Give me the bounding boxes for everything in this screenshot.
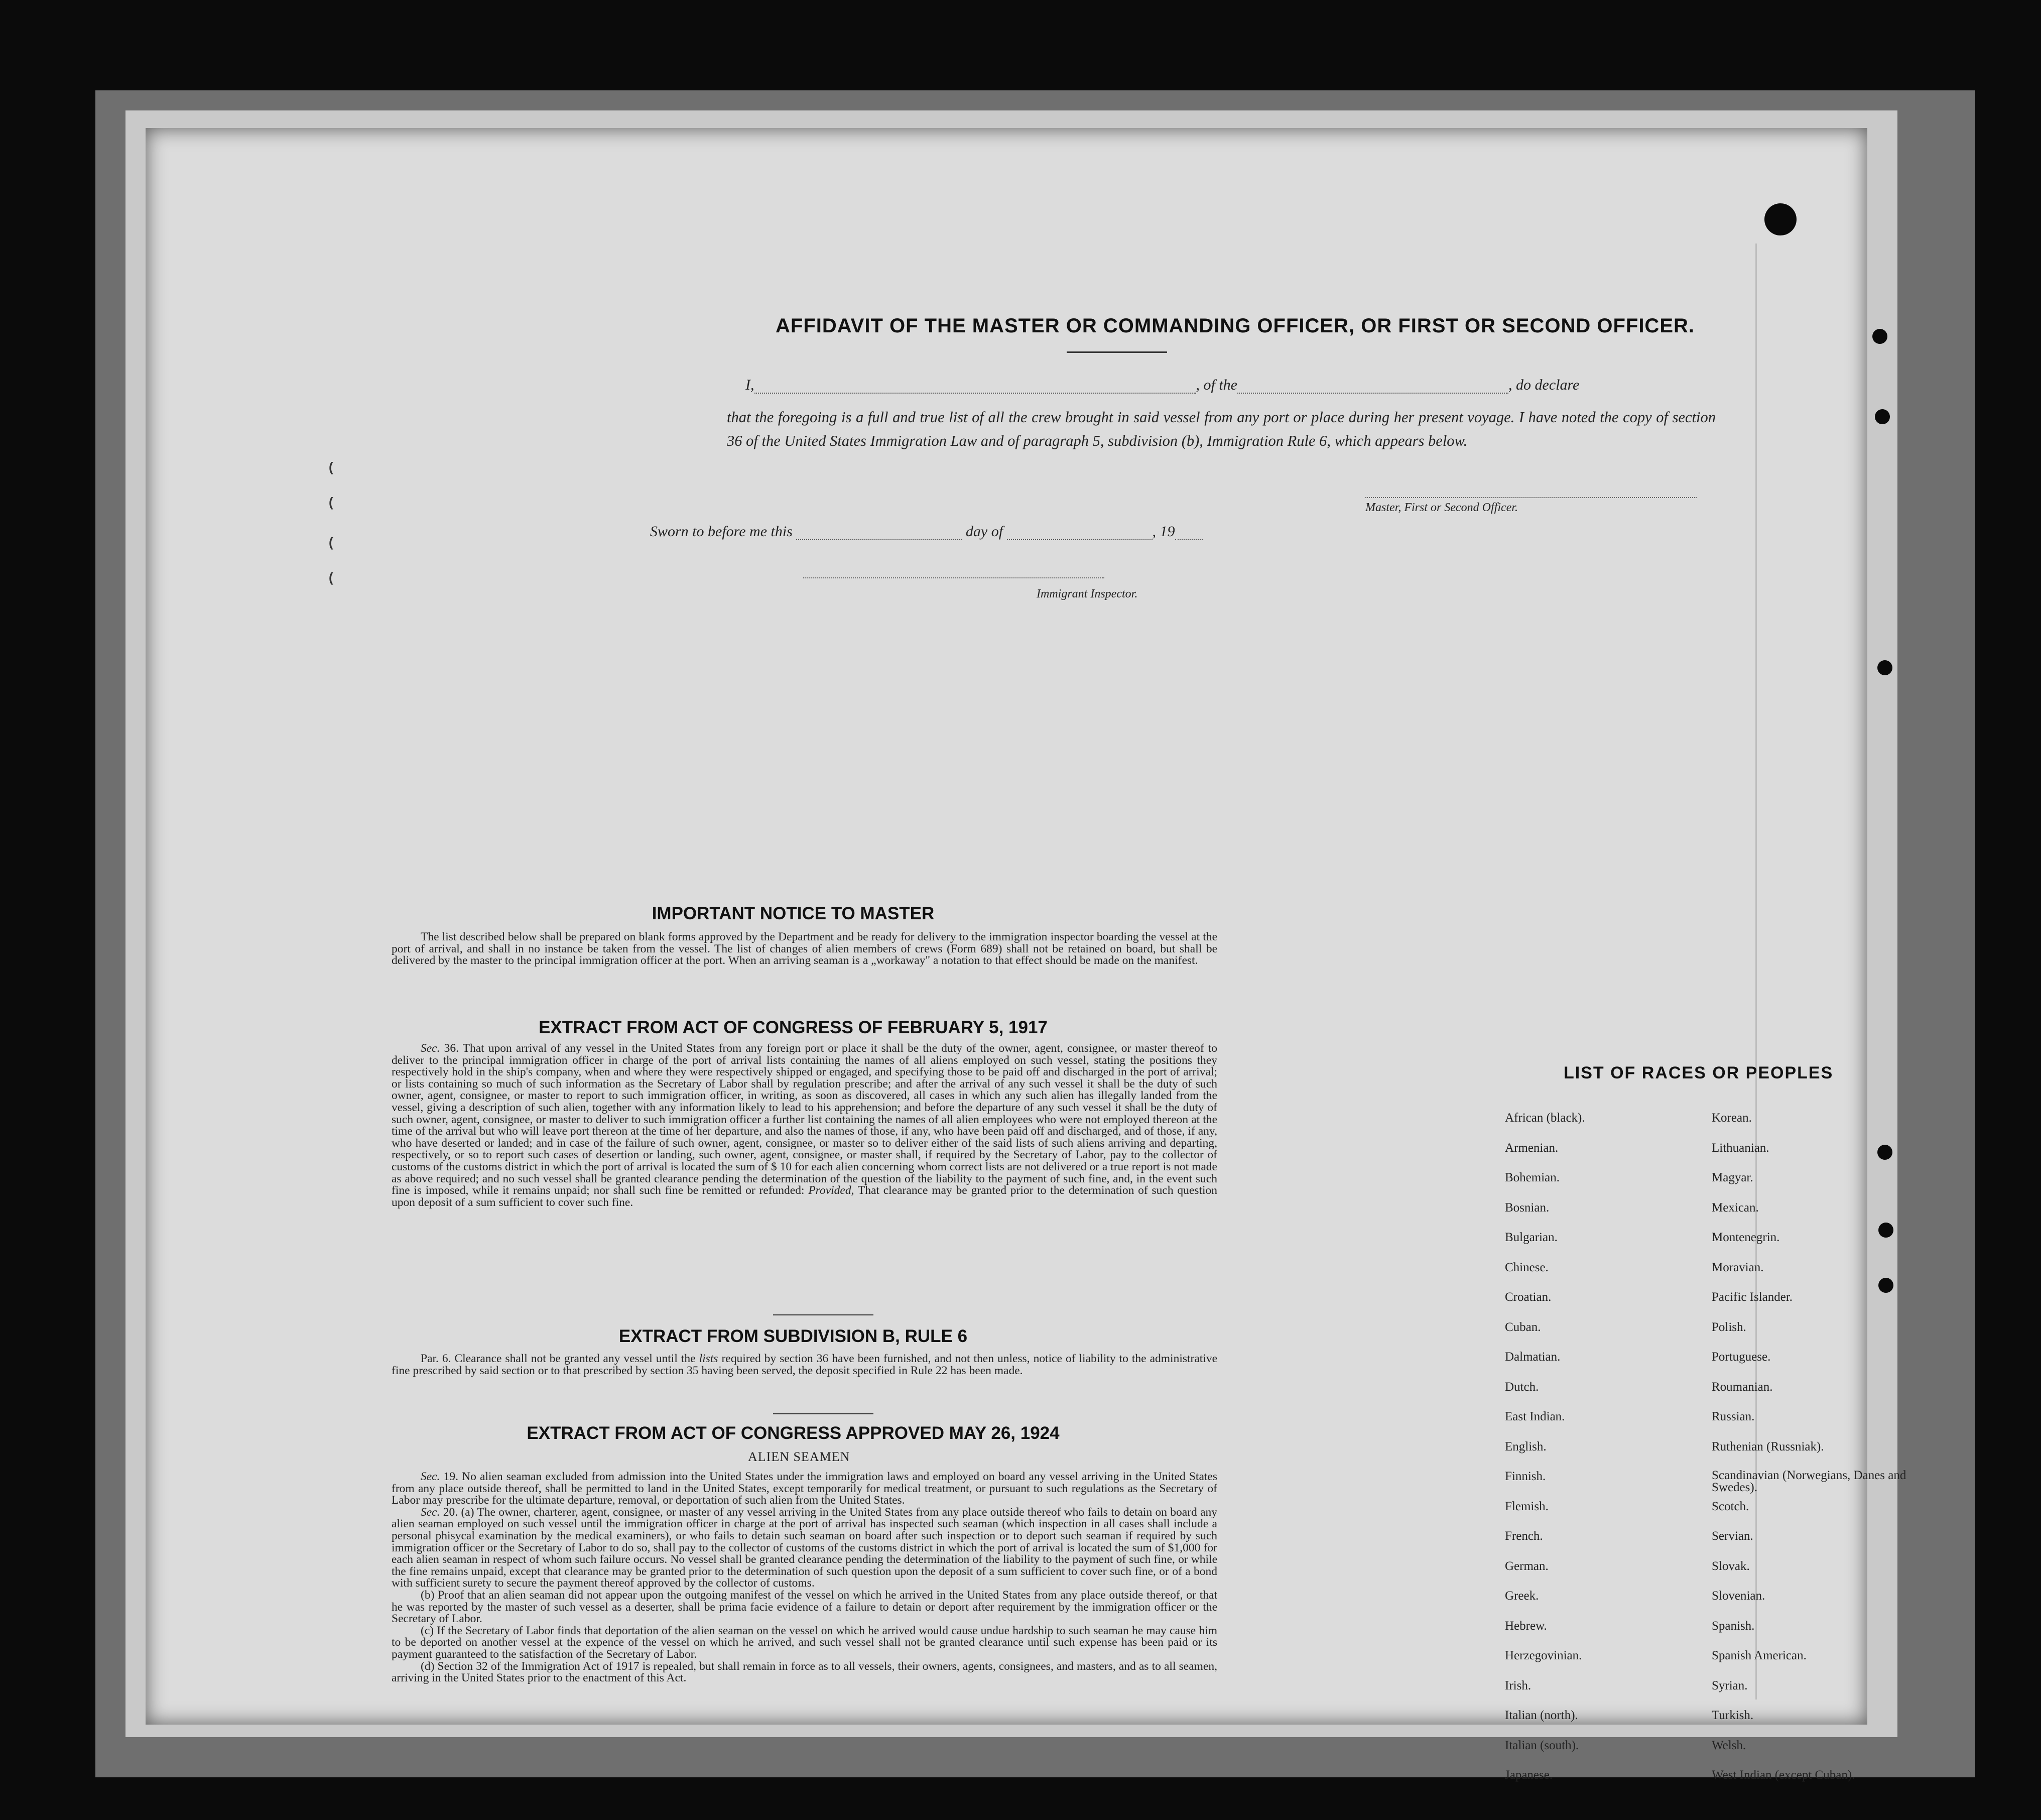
race-item: Turkish. [1712, 1709, 1754, 1722]
master-signature-label: Master, First or Second Officer. [1365, 501, 1518, 514]
race-item: English. [1505, 1439, 1547, 1453]
rule-6-text-b: required by section 36 have been furnished, and not then unless, notice of liability to the administrative fine prescribed by said section or to that prescribed by section 35 having been served, the deposit specified in Rule 22 has been made. [392, 1352, 1218, 1377]
act-1924-body [392, 1471, 1217, 1684]
sworn-day-of: day of [965, 523, 1003, 540]
race-item: Mexican. [1712, 1200, 1759, 1215]
document-page: ( ( ( ( AFFIDAVIT OF THE MASTER OR COMMANDING OFFICER, OR FIRST OR SECOND OFFICER. I, , of the , do declare that the foregoing is a full and true list of all the crew brought in said vessel from any port or place during her present voyage. I have noted the copy of section 36 of the United States Immigration Law and of paragraph 5, subdivision (b), Immigration Rule 6, which appears below. Master, First or Second Officer. Sworn to before me this day of , 19 Immigrant Inspector. IMPORTANT NOTICE TO MASTER The list described below shall be prepared on blank forms approved by the Department and be ready for delivery to the immigration inspector boarding the vessel at the port of arrival, and shall in no instance be taken from the vessel. The list of changes of alien members of crews (Form 689) shall not be retained on board, but shall be delivered by the master to the principal immigration officer at the port. When an arriving seaman is a „workaway" a notation to that effect should be made on the manifest. EXTRACT FROM ACT OF CONGRESS OF FEBRUARY 5, 1917 Sec. 36. That upon arrival of any vessel in the United States from any foreign port or place it shall be the duty of the owner, agent, consignee, or master thereof to deliver to the principal immigration officer in charge of the port of arrival lists containing the names of all aliens employed on such vessel, stating the positions they respectively hold in the ship's company, when and where they were respectively shipped or engaged, and specifying those to be paid off and discharged in the port of arrival; or lists containing so much of such information as the Secretary of Labor shall by regulation prescribe; and after the arrival of any such vessel it shall be the duty of such owner, agent, consignee, or master to report to such immigration officer, in writing, as soon as discovered, all cases in which any such alien has illegally landed from the vessel, giving a description of such alien, together with any information likely to lead to his apprehension; and before the departure of any such vessel it shall be the duty of such owner, agent, consignee, or master to deliver to such immigration officer a further list containing the names of all alien employees who were not employed thereon at the time of the arrival but who will leave port thereon at the time of her departure, and also the names of those, if any, who have been paid off and discharged, and of those, if any, who have deserted or landed; and in case of the failure of such owner, agent, consignee, or master so to deliver either of the said lists of such aliens arriving and departing, respectively, or so to report such cases of desertion or landing, such owner, agent, consignee, or master shall, if required by the Secretary of Labor, pay to the collector of customs of the customs district in which the port of arrival is located the sum of $ 10 for each alien concerning whom correct lists are not delivered or a true report is not made as above required; and no such vessel shall be granted clearance pending the determination of the question of the liability to the payment of such fine, and, in the event such fine is imposed, while it remains unpaid; nor shall such fine be remitted or refunded: Provided, That clearance may be granted prior to the determination of such question upon deposit of a sum sufficient to cover such fine. EXTRACT FROM SUBDIVISION B, RULE 6 Par. 6. Clearance shall not be granted any vessel until the lists required by section 36 have been furnished, and not then unless, notice of liability to the administrative fine prescribed by said section or to that prescribed by section 35 having been served, the deposit specified in Rule 22 has been made. EXTRACT FROM ACT OF CONGRESS APPROVED MAY 26, 1924 ALIEN SEAMEN Sec. 19. No alien seaman excluded from admission into the United States under the immigration laws and employed on board any vessel arriving in the United States from any place outside thereof, shall be permitted to land in the United States, except temporarily for medical treatment, or pursuant to such regulations as the Secretary of Labor may prescribe for the ultimate departure, removal, or deportation of such alien from the United States. Sec. 20. (a) The owner, charterer, agent, consignee, or master of any vessel arriving in the United States from any place outside thereof who fails to detain on board any alien seaman employed on such vessel until the immigration officer in charge at the port of arrival has inspected such seaman (which inspection in all cases shall include a personal phisycal examination by the medical examiners), or who fails to detain such seaman on board after such inspection or to deport such seaman if required by such immigration officer or the Secretary of Labor to do so, shall pay to the collector of customs of the customs district in which the port of arrival is located the sum of $1,000 for each alien seaman in respect of whom such failure occurs. No vessel shall be granted clearance pending the determination of the liability to the payment of such fine, or while the fine remains unpaid, except that clearance may be granted prior to the determination of such question upon the deposit of a sum sufficient to cover such fine, or of a bond with sufficient surety to secure the payment thereof approved by the collector of customs. (b) Proof that an alien seaman did not appear upon the outgoing manifest of the vessel on which he arrived in the United States from any place outside thereof, or that he was reported by the master of such vessel as a deserter, shall be prima facie evidence of a failure to detain or deport after requirement by the immigration officer or the Secretary of Labor. (c) If the Secretary of Labor finds that deportation of the alien seaman on the vessel on which he arrived would cause undue hardship to such seaman he may cause him to be deported on another vessel at the expence of the vessel on which he arrived, and such vessel shall not be granted clearance until such expense has been paid or its payment guaranteed to the satisfaction of the Secretary of Labor. (d) Section 32 of the Immigration Act of 1917 is repealed, but shall remain in force as to all vessels, their owners, agents, consignees, and masters, and as to all seamen, arriving in the United States prior to the enactment of this Act. LIST OF RACES OR PEOPLES African (black). Armenian. Bohemian. Bosnian. Bulgarian. Chinese. Croatian. Cuban. Dalmatian. Dutch. East Indian. English. Finnish. Flemish. French. German. Greek. Hebrew. Herzegovinian. Irish. Italian (north). Italian (south). Japanese. Korean. Lithuanian. Magyar. Mexican. Montenegrin. Moravian. Pacific Islander. Polish. Portuguese. Roumanian. Russian. Ruthenian (Russniak). Scandinavian (Norwegians, Danes and Swedes). Scotch. Servian. Slovak. Slovenian. Spanish. Spanish American. Syrian. Turkish. Welsh. West Indian (except Cuban). [146, 128, 1867, 1725]
divider [773, 1413, 873, 1414]
sworn-prefix: Sworn to before me this [650, 523, 793, 540]
sworn-day-blank [796, 539, 962, 540]
race-item: Bosnian. [1505, 1200, 1550, 1215]
race-item: Moravian. [1712, 1260, 1764, 1274]
sworn-year: , 19 [1152, 523, 1175, 540]
race-item: Italian (north). [1505, 1709, 1578, 1722]
punch-hole [1875, 409, 1890, 424]
race-item: Greek. [1505, 1589, 1539, 1603]
rule-6-body [392, 1353, 1217, 1377]
race-item: East Indian. [1505, 1410, 1565, 1423]
notice-title: IMPORTANT NOTICE TO MASTER [652, 904, 935, 923]
sec-20a-paragraph [392, 1507, 1217, 1590]
race-item: Scotch. [1712, 1499, 1749, 1513]
inspector-signature-line [803, 577, 1104, 578]
sec-19-paragraph [392, 1471, 1217, 1507]
master-signature-line [1365, 497, 1697, 498]
race-item: African (black). [1505, 1111, 1585, 1125]
race-item: Slovenian. [1712, 1589, 1765, 1603]
race-item: Dalmatian. [1505, 1350, 1561, 1364]
sec-20b-paragraph: (b) Proof that an alien seaman did not appear upon the outgoing manifest of the vessel on which he arrived in the United States from any place outside thereof, or that he was reported by the master of such vessel as a deserter, shall be prima facie evidence of a failure to detain or deport after requirement by the immigration officer or the Secretary of Labor. [392, 1588, 1217, 1626]
race-item: Slovak. [1712, 1559, 1750, 1573]
race-item: Russian. [1712, 1410, 1755, 1423]
race-item: Bulgarian. [1505, 1231, 1558, 1244]
races-title: LIST OF RACES OR PEOPLES [1564, 1063, 1834, 1082]
race-item: Irish. [1505, 1678, 1532, 1692]
sworn-year-blank [1175, 539, 1203, 540]
race-item: West Indian (except Cuban). [1712, 1768, 1855, 1782]
race-item: Syrian. [1712, 1678, 1748, 1692]
divider [773, 1314, 873, 1315]
race-item: Polish. [1712, 1320, 1746, 1334]
race-item: Scandinavian (Norwegians, Danes and Swedes). [1712, 1469, 1906, 1494]
sec-20d-paragraph: (d) Section 32 of the Immigration Act of 1917 is repealed, but shall remain in force as to all vessels, their owners, agents, consignees, and masters, and as to all seamen, arriving in the United States prior to the enactment of this Act. [392, 1659, 1217, 1685]
act-1924-subtitle: ALIEN SEAMEN [748, 1449, 850, 1464]
race-item: Servian. [1712, 1529, 1753, 1543]
divider [1067, 351, 1167, 353]
inspector-label: Immigrant Inspector. [1037, 587, 1138, 600]
vessel-blank [1237, 393, 1508, 394]
race-item: Finnish. [1505, 1470, 1546, 1483]
affidavit-i: I, [745, 377, 754, 393]
lists-word: lists [699, 1352, 718, 1365]
race-item: Welsh. [1712, 1738, 1746, 1752]
race-item: German. [1505, 1559, 1549, 1573]
notice-body: The list described below shall be prepared on blank forms approved by the Department and be ready for delivery to the immigration inspector boarding the vessel at the port of arrival, and shall in no instance be taken from the vessel. The list of changes of alien members of crews (Form 689) shall not be retained on board, but shall be delivered by the master to the principal immigration officer at the port. When an arriving seaman is a „workaway" a notation to that effect should be made on the manifest. [392, 930, 1217, 967]
race-item: Spanish American. [1712, 1649, 1807, 1662]
sec-label: Sec. [421, 1505, 440, 1519]
race-item: Ruthenian (Russniak). [1712, 1439, 1824, 1453]
race-item: Magyar. [1712, 1171, 1753, 1184]
race-item: Roumanian. [1712, 1380, 1773, 1394]
race-item: Armenian. [1505, 1141, 1559, 1155]
race-item: Cuban. [1505, 1320, 1541, 1334]
sec-20c-paragraph: (c) If the Secretary of Labor finds that deportation of the alien seaman on the vessel on which he arrived would cause undue hardship to such seaman he may cause him to be deported on another vessel at the expence of the vessel on which he arrived, and such vessel shall not be granted clearance until such expense has been paid or its payment guaranteed to the satisfaction of the Secretary of Labor. [392, 1624, 1217, 1661]
rule-6-text-a: Par. 6. Clearance shall not be granted any vessel until the [421, 1352, 696, 1365]
race-item: Spanish. [1712, 1619, 1755, 1633]
sec-19-text: 19. No alien seaman excluded from admission into the United States under the immigration laws and employed on board any vessel arriving in the United States from any place outside thereof, shall be permitted to land in the United States, except temporarily for medical treatment, or pursuant to such regulations as the Secretary of Labor may prescribe for the ultimate departure, removal, or deportation of such alien from the United States. [392, 1470, 1217, 1507]
act-1924-title: EXTRACT FROM ACT OF CONGRESS APPROVED MAY 26, 1924 [527, 1423, 1060, 1443]
sworn-line [650, 523, 1203, 540]
affidavit-declare: , do declare [1508, 377, 1580, 393]
race-item: Croatian. [1505, 1290, 1552, 1304]
punch-hole [1872, 329, 1887, 344]
proviso-text: That clearance may be granted prior to the determination of such question upon deposit of a sum sufficient to cover such fine. [392, 1184, 1218, 1209]
sec-label: Sec. [421, 1470, 440, 1483]
name-blank [754, 393, 1196, 394]
race-item: Italian (south). [1505, 1738, 1579, 1752]
race-item: Chinese. [1505, 1260, 1549, 1274]
race-item: French. [1505, 1529, 1543, 1543]
race-item: Pacific Islander. [1712, 1290, 1793, 1304]
punch-hole [1877, 660, 1892, 675]
race-item: Herzegovinian. [1505, 1649, 1582, 1662]
race-item: Lithuanian. [1712, 1141, 1769, 1155]
race-item: Bohemian. [1505, 1171, 1560, 1184]
sec-36-text: 36. That upon arrival of any vessel in the United States from any foreign port or place it shall be the duty of the owner, agent, consignee, or master thereof to deliver to the principal immigration officer in charge of the port of arrival lists containing the names of all aliens employed on such vessel, stating the positions they respectively hold in the ship's company, when and where they were respectively shipped or engaged, and specifying those to be paid off and discharged in the port of arrival; or lists containing so much of such information as the Secretary of Labor shall by regulation prescribe; and after the arrival of any such vessel it shall be the duty of such owner, agent, consignee, or master to report to such immigration officer, in writing, as soon as discovered, all cases in which any such alien has illegally landed from the vessel, giving a description of such alien, together with any information likely to lead to his apprehension; and before the departure of any such vessel it shall be the duty of such owner, agent, consignee, or master to deliver to such immigration officer a further list containing the names of all alien employees who were not employed thereon at the time of the arrival but who will leave port thereon at the time of her departure, and also the names of those, if any, who have been paid off and discharged, and of those, if any, who have deserted or landed; and in case of the failure of such owner, agent, consignee, or master so to deliver either of the said lists of such aliens arriving and departing, respectively, or so to report such cases of desertion or landing, such owner, agent, consignee, or master shall, if required by the Secretary of Labor, pay to the collector of customs of the customs district in which the port of arrival is located the sum of $ 10 for each alien concerning whom correct lists are not delivered or a true report is not made as above required; and no such vessel shall be granted clearance pending the determination of the question of the liability to the payment of such fine, and, in the event such fine is imposed, while it remains unpaid; nor shall such fine be remitted or refunded: [392, 1042, 1218, 1197]
race-item: Portuguese. [1712, 1350, 1771, 1364]
race-item: Hebrew. [1505, 1619, 1547, 1633]
race-item: Japanese. [1505, 1768, 1553, 1782]
rule-6-title: EXTRACT FROM SUBDIVISION B, RULE 6 [618, 1326, 968, 1346]
sworn-month-blank [1007, 539, 1153, 540]
affidavit-first-line [745, 377, 1579, 394]
proviso-word: Provided, [808, 1184, 854, 1197]
act-1917-body [392, 1043, 1217, 1208]
act-1917-title: EXTRACT FROM ACT OF CONGRESS OF FEBRUARY 5, 1917 [539, 1018, 1048, 1037]
race-item: Dutch. [1505, 1380, 1539, 1394]
affidavit-of-the: , of the [1196, 377, 1237, 393]
race-item: Montenegrin. [1712, 1231, 1780, 1244]
races-right-column [1712, 1111, 1912, 1798]
sec-20a-text: 20. (a) The owner, charterer, agent, consignee, or master of any vessel arriving in the United States from any place outside thereof who fails to detain on board any alien seaman employed on such vessel until the immigration officer in charge at the port of arrival has inspected such seaman (which inspection in all cases shall include a personal phisycal examination by the medical examiners), or who fails to detain such seaman on board after such inspection or to deport such seaman if required by such immigration officer or the Secretary of Labor to do so, shall pay to the collector of customs of the customs district in which the port of arrival is located the sum of $1,000 for each alien seaman in respect of whom such failure occurs. No vessel shall be granted clearance pending the determination of the liability to the payment of such fine, or while the fine remains unpaid, except that clearance may be granted prior to the determination of such question upon the deposit of a sum sufficient to cover such fine, or of a bond with sufficient surety to secure the payment thereof approved by the collector of customs. [392, 1505, 1217, 1590]
races-left-column [1505, 1111, 1585, 1798]
sec-label: Sec. [421, 1042, 440, 1055]
affidavit-body: that the foregoing is a full and true list of all the crew brought in said vessel from any port or place during her present voyage. I have noted the copy of section 36 of the United States Immigration Law and of paragraph 5, subdivision (b), Immigration Rule 6, which appears below. [727, 409, 1716, 449]
race-item: Flemish. [1505, 1499, 1549, 1513]
race-item: Korean. [1712, 1111, 1752, 1125]
affidavit-title: AFFIDAVIT OF THE MASTER OR COMMANDING OFFICER, OR FIRST OR SECOND OFFICER. [776, 315, 1695, 337]
punch-hole [1764, 203, 1797, 235]
